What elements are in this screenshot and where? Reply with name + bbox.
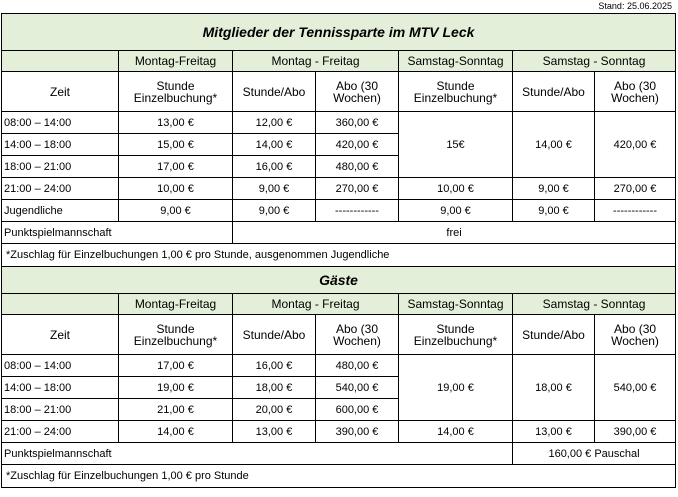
price-cell: 9,00 € [399,200,513,222]
table-row-jugend [2,200,676,222]
price-cell: 480,00 € [316,355,399,377]
punktspiel-label: Punktspielmannschaft [2,222,233,244]
table-row [2,112,676,134]
column-header-abo: Abo (30 Wochen) [316,72,399,112]
time-cell: 21:00 – 24:00 [2,178,119,200]
guests-title: Gäste [2,267,676,294]
price-cell: 420,00 € [595,112,676,178]
guests-footnote: *Zuschlag für Einzelbuchungen 1,00 € pro Stunde [2,465,676,488]
price-cell: 10,00 € [399,178,513,200]
group-header-weekend-abo: Samstag - Sonntag [513,51,676,72]
price-cell: 18,00 € [513,355,595,421]
column-header-stunde-abo: Stunde/Abo [233,72,316,112]
price-cell: 17,00 € [119,355,233,377]
guests-note-row [2,465,676,488]
price-cell: 15,00 € [119,134,233,156]
table-row [2,355,676,377]
price-cell: 20,00 € [233,399,316,421]
column-header-we-stunde-abo: Stunde/Abo [513,315,595,355]
price-cell: 9,00 € [119,200,233,222]
group-header-weekday-abo: Montag - Freitag [233,294,399,315]
price-cell: 14,00 € [399,421,513,443]
price-cell: 390,00 € [316,421,399,443]
price-cell: 9,00 € [233,178,316,200]
price-cell: 18,00 € [233,377,316,399]
price-cell: 21,00 € [119,399,233,421]
members-group-header-row [2,51,676,72]
price-cell: ------------ [316,200,399,222]
time-cell: 08:00 – 14:00 [2,355,119,377]
column-header-zeit: Zeit [2,315,119,355]
column-header-abo: Abo (30 Wochen) [316,315,399,355]
price-cell: 12,00 € [233,112,316,134]
time-cell: 18:00 – 21:00 [2,399,119,421]
column-header-we-einzel: Stunde Einzelbuchung* [399,72,513,112]
guests-group-header-row [2,294,676,315]
members-column-header-row [2,72,676,112]
column-header-we-stunde-abo: Stunde/Abo [513,72,595,112]
time-cell: 18:00 – 21:00 [2,156,119,178]
punktspiel-value: frei [233,222,676,244]
column-header-stunde-abo: Stunde/Abo [233,315,316,355]
empty-header-cell [2,51,119,72]
price-cell: 15€ [399,112,513,178]
column-header-einzel: Stunde Einzelbuchung* [119,72,233,112]
group-header-weekend-single: Samstag-Sonntag [399,294,513,315]
price-cell: 10,00 € [119,178,233,200]
price-cell: 420,00 € [316,134,399,156]
time-cell: 14:00 – 18:00 [2,377,119,399]
stand-date: Stand: 25.06.2025 [598,1,672,11]
price-cell: 360,00 € [316,112,399,134]
price-cell: 14,00 € [233,134,316,156]
column-header-zeit: Zeit [2,72,119,112]
price-cell: 14,00 € [119,421,233,443]
table-row [2,178,676,200]
price-cell: 9,00 € [513,178,595,200]
price-cell: 480,00 € [316,156,399,178]
column-header-einzel: Stunde Einzelbuchung* [119,315,233,355]
empty-header-cell [2,294,119,315]
jugend-label: Jugendliche [2,200,119,222]
price-cell: 270,00 € [595,178,676,200]
guests-column-header-row [2,315,676,355]
group-header-weekend-single: Samstag-Sonntag [399,51,513,72]
column-header-we-abo: Abo (30 Wochen) [595,315,676,355]
price-cell: 16,00 € [233,156,316,178]
price-cell: 13,00 € [513,421,595,443]
price-cell: 540,00 € [316,377,399,399]
price-cell: 16,00 € [233,355,316,377]
time-cell: 21:00 – 24:00 [2,421,119,443]
punktspiel-label: Punktspielmannschaft [2,443,513,465]
members-footnote: *Zuschlag für Einzelbuchungen 1,00 € pro Stunde, ausgenommen Jugendliche [2,244,676,267]
column-header-we-einzel: Stunde Einzelbuchung* [399,315,513,355]
punktspiel-value: 160,00 € Pauschal [513,443,676,465]
price-cell: ------------ [595,200,676,222]
price-cell: 270,00 € [316,178,399,200]
guests-title-row [2,267,676,294]
table-row-punktspiel [2,222,676,244]
table-row [2,421,676,443]
group-header-weekday-single: Montag-Freitag [119,51,233,72]
price-cell: 9,00 € [513,200,595,222]
group-header-weekend-abo: Samstag - Sonntag [513,294,676,315]
price-cell: 13,00 € [233,421,316,443]
time-cell: 14:00 – 18:00 [2,134,119,156]
price-cell: 17,00 € [119,156,233,178]
price-cell: 600,00 € [316,399,399,421]
price-cell: 9,00 € [233,200,316,222]
price-cell: 19,00 € [119,377,233,399]
table-row-punktspiel [2,443,676,465]
price-cell: 390,00 € [595,421,676,443]
group-header-weekday-abo: Montag - Freitag [233,51,399,72]
price-cell: 14,00 € [513,112,595,178]
price-table [1,13,676,488]
members-title-row [2,14,676,51]
price-cell: 13,00 € [119,112,233,134]
members-title: Mitglieder der Tennissparte im MTV Leck [2,14,676,51]
price-cell: 540,00 € [595,355,676,421]
time-cell: 08:00 – 14:00 [2,112,119,134]
group-header-weekday-single: Montag-Freitag [119,294,233,315]
price-cell: 19,00 € [399,355,513,421]
column-header-we-abo: Abo (30 Wochen) [595,72,676,112]
members-note-row [2,244,676,267]
